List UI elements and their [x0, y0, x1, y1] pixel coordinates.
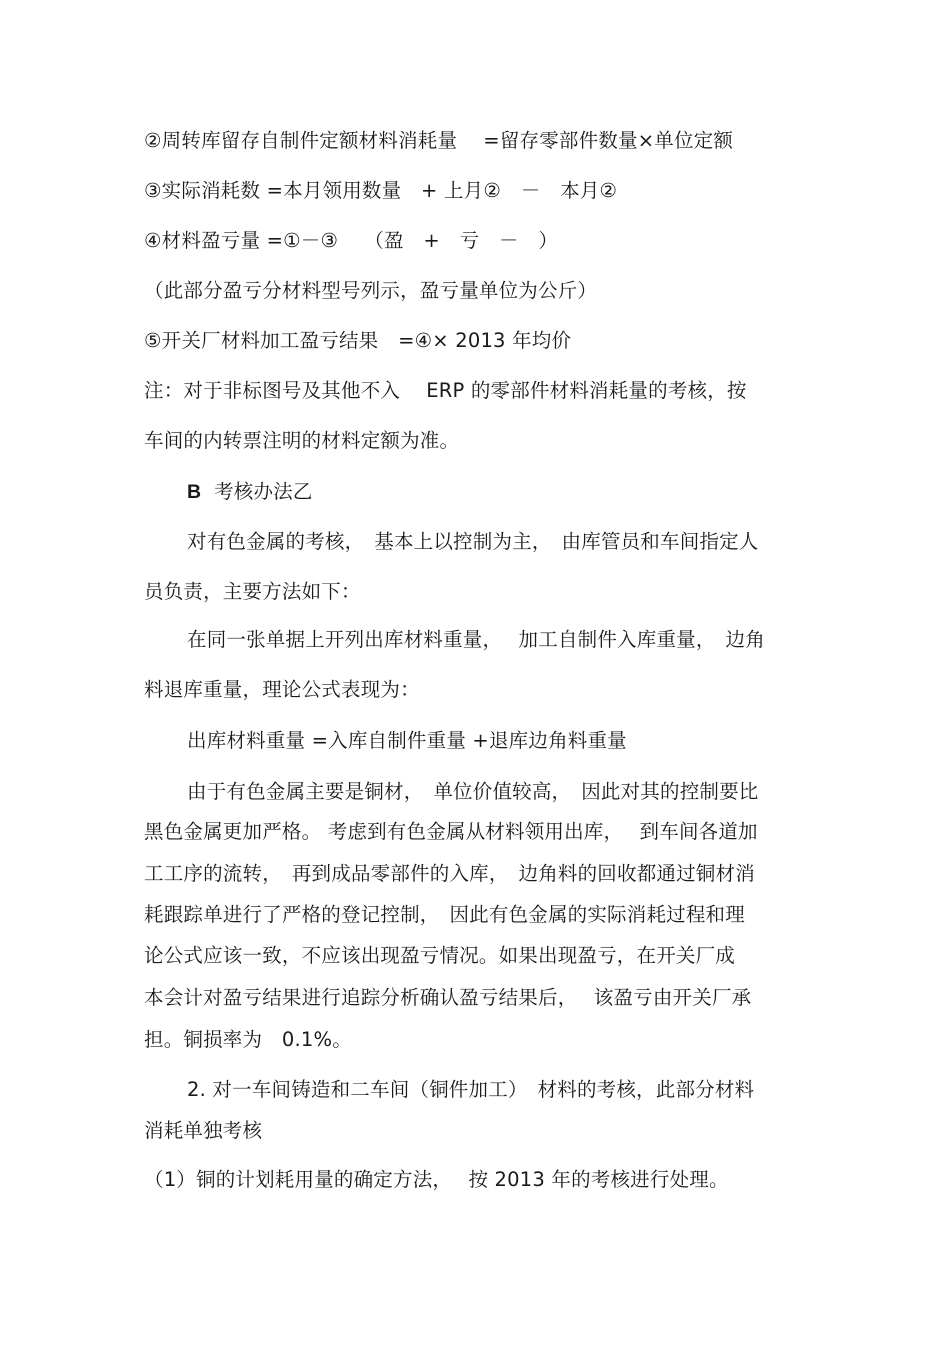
paragraph-line: （1）铜的计划耗用量的确定方法， 按 2013 年的考核进行处理。 [144, 1168, 729, 1191]
paragraph-line: 员负责，主要方法如下： [144, 580, 361, 603]
formula-line-2: ②周转库留存自制件定额材料消耗量 =留存零部件数量×单位定额 [144, 129, 734, 152]
paragraph-line: 料退库重量，理论公式表现为： [144, 678, 420, 701]
note-line-unit: （此部分盈亏分材料型号列示，盈亏量单位为公斤） [144, 279, 598, 302]
section-title: 考核办法乙 [214, 480, 313, 503]
note-line-erp-cont: 车间的内转票注明的材料定额为准。 [144, 429, 460, 452]
paragraph-line: 担。铜损率为 0.1%。 [144, 1028, 352, 1051]
formula-line-3: ③实际消耗数 =本月领用数量 + 上月② － 本月② [144, 179, 618, 202]
paragraph-line: 在同一张单据上开列出库材料重量， 加工自制件入库重量， 边角 [187, 628, 765, 651]
note-line-erp: 注：对于非标图号及其他不入 ERP 的零部件材料消耗量的考核，按 [144, 379, 747, 402]
paragraph-line: 对有色金属的考核， 基本上以控制为主， 由库管员和车间指定人 [187, 530, 759, 553]
paragraph-line: 工工序的流转， 再到成品零部件的入库， 边角料的回收都通过铜材消 [144, 862, 755, 885]
paragraph-line: 消耗单独考核 [144, 1119, 263, 1142]
formula-line-4: ④材料盈亏量 =①－③ （盈 + 亏 － ） [144, 229, 559, 252]
paragraph-line: 由于有色金属主要是铜材， 单位价值较高， 因此对其的控制要比 [187, 780, 759, 803]
paragraph-line: 耗跟踪单进行了严格的登记控制， 因此有色金属的实际消耗过程和理 [144, 903, 745, 926]
formula-line-theory: 出库材料重量 =入库自制件重量 +退库边角料重量 [187, 729, 627, 752]
formula-line-5: ⑤开关厂材料加工盈亏结果 =④× 2013 年均价 [144, 329, 572, 352]
section-heading-b [187, 478, 313, 506]
paragraph-line: 本会计对盈亏结果进行追踪分析确认盈亏结果后， 该盈亏由开关厂承 [144, 986, 752, 1009]
paragraph-line: 2. 对一车间铸造和二车间（铜件加工） 材料的考核，此部分材料 [187, 1078, 755, 1101]
paragraph-line: 论公式应该一致，不应该出现盈亏情况。如果出现盈亏，在开关厂成 [144, 944, 736, 967]
paragraph-line: 黑色金属更加严格。 考虑到有色金属从材料领用出库， 到车间各道加 [144, 820, 758, 843]
section-letter: B [187, 481, 202, 503]
